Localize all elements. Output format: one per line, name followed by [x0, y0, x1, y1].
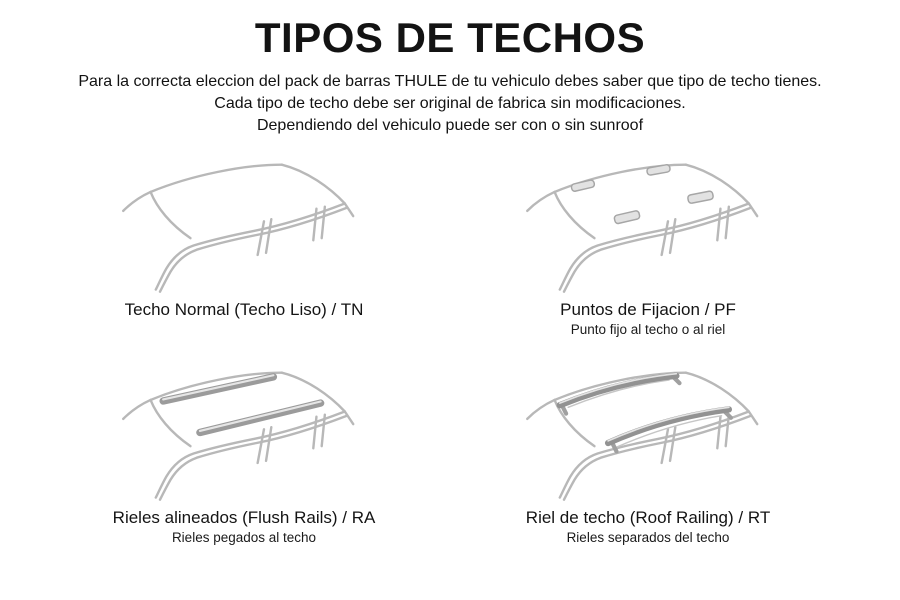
roof-type-label-ra: Rieles alineados (Flush Rails) / RA: [112, 508, 376, 527]
roof-type-sublabel-pf: Punto fijo al techo o al riel: [570, 322, 726, 337]
intro-text: [0, 71, 900, 137]
roof-type-sublabel-ra: Rieles pegados al techo: [171, 530, 317, 545]
fixation-points-roof-illustration: [522, 151, 774, 298]
normal-roof-illustration: [118, 151, 370, 298]
roof-type-caption-rt: [526, 508, 770, 545]
roof-type-card-rt: [446, 359, 850, 567]
flush-rails: [163, 375, 321, 432]
roof-type-sublabel-rt: Rieles separados del techo: [566, 530, 730, 545]
roof-type-caption-pf: [560, 300, 736, 337]
roof-type-label-rt: Riel de techo (Roof Railing) / RT: [525, 508, 771, 527]
roof-type-label-pf: Puntos de Fijacion / PF: [560, 300, 736, 319]
roof-type-card-pf: [446, 151, 850, 359]
roof-type-grid: [0, 151, 900, 567]
intro-line-3: Dependiendo del vehiculo puede ser con o sin sunroof: [256, 117, 644, 134]
roof-type-label-tn: Techo Normal (Techo Liso) / TN: [124, 300, 364, 319]
page-title: TIPOS DE TECHOS: [254, 14, 646, 61]
roof-type-card-tn: [42, 151, 446, 359]
roof-type-card-ra: [42, 359, 446, 567]
flush-rails-roof-illustration: [118, 359, 370, 506]
roof-type-caption-ra: [113, 508, 376, 545]
raised-roof-rails-illustration: [522, 359, 774, 506]
intro-line-2: Cada tipo de techo debe ser original de fabrica sin modificaciones.: [214, 95, 686, 112]
roof-type-caption-tn: [125, 300, 364, 320]
intro-line-1: Para la correcta eleccion del pack de barras THULE de tu vehiculo debes saber que tipo de techo tienes.: [78, 73, 822, 90]
fixation-point-pads: [571, 164, 714, 224]
